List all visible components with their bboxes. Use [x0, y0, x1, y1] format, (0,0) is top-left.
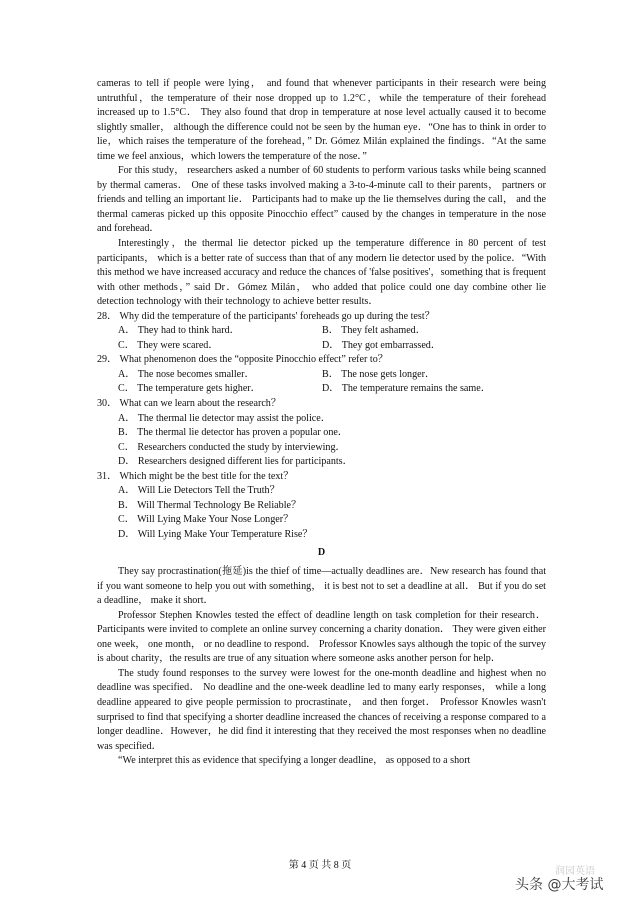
option-b: B． The nose gets longer．	[322, 368, 436, 380]
passage-c-paragraph-3: Interestingly，the thermal lie detector picked up the temperature difference in 80 percent of test participants， which is a better rate of success than that of any modern lie detector used by the police．“With this method we have increased accuracy and reduce the chances of 'false positives'，something that is frequent with other methods，” said Dr．Gómez Milán， who added that police could one day combine other lie detection technology with their technology to achieve better results．	[97, 238, 546, 308]
option-d: D． Researchers designed different lies for participants．	[118, 456, 353, 468]
option-c: C． They were scared．	[118, 339, 219, 351]
option-b: B． They felt ashamed．	[322, 325, 426, 337]
question-stem: 31． Which might be the best title for the text？	[97, 470, 294, 482]
watermark: 头条 @大考试	[515, 877, 604, 893]
question-options	[97, 484, 546, 542]
passage-d-paragraph-2: Professor Stephen Knowles tested the effect of deadline length on task completion for their research． Participants were invited to complete an online survey concerning a charity donation． They were given either one week， one month， or no deadline to respond． Professor Knowles says although the topic of the survey is about charity，the results are true of any situation where someone asks another person for help．	[97, 609, 546, 665]
question-31	[97, 470, 546, 543]
watermark-faint: 润园英语	[555, 866, 595, 877]
question-options	[97, 412, 546, 470]
question-stem: 30． What can we learn about the research？	[97, 398, 281, 410]
passage-c-paragraph-1: cameras to tell if people were lying， and found that whenever participants in their research were being untruthful，the temperature of their nose dropped up to 1.2°C，while the temperature of their forehead increased up to 1.5°C． They also found that drop in temperature at nose level actually caused it to become slightly smaller， although the difference could not be seen by the human eye．“One has to think in order to lie，which raises the temperature of the forehead，” Dr. Gómez Milán explained the findings．“At the same time we feel anxious，which lowers the temperature of the nose．”	[97, 78, 546, 162]
question-30	[97, 397, 546, 470]
question-stem: 29． What phenomenon does the “opposite Pinocchio effect” refer to？	[97, 354, 388, 366]
question-options	[97, 324, 546, 353]
option-d: D． The temperature remains the same．	[322, 383, 491, 395]
option-c: C． Will Lying Make Your Nose Longer？	[118, 514, 294, 526]
option-d: D． Will Lying Make Your Temperature Rise？	[118, 528, 313, 540]
passage-c-paragraph-2: For this study， researchers asked a number of 60 students to perform various tasks while being scanned by thermal cameras． One of these tasks involved making a 3-to-4-minute call to their parents， partners or friends and telling an important lie． Participants had to make up the lie themselves during the call， and the thermal cameras picked up this opposite Pinocchio effect” caused by the changes in temperature in the nose and forehead．	[97, 165, 546, 235]
option-a: A． They had to think hard．	[118, 325, 240, 337]
option-c: C． Researchers conducted the study by interviewing．	[118, 441, 346, 453]
question-29	[97, 353, 546, 397]
passage-d-paragraph-1: They say procrastination(拖延)is the thief of time—actually deadlines are．New research has found that if you want someone to help you out with something， it is best not to set a deadline at all． But if you do set a deadline， make it short．	[97, 566, 546, 607]
option-d: D． They got embarrassed．	[322, 339, 441, 351]
option-a: A． Will Lie Detectors Tell the Truth？	[118, 485, 280, 497]
option-a: A． The nose becomes smaller．	[118, 368, 255, 380]
question-28	[97, 310, 546, 354]
option-b: B． The thermal lie detector has proven a popular one．	[118, 427, 348, 439]
question-options	[97, 368, 546, 397]
passage-d-paragraph-4: “We interpret this as evidence that specifying a longer deadline， as opposed to a short	[118, 755, 471, 767]
page-footer: 第 4 页 共 8 页	[288, 860, 352, 871]
section-heading: D	[317, 546, 326, 558]
option-a: A． The thermal lie detector may assist the police．	[118, 412, 331, 424]
exam-page	[97, 77, 546, 769]
passage-d-paragraph-3: The study found responses to the survey were lowest for the one-month deadline and highest when no deadline was specified． No deadline and the one-week deadline led to many early responses， while a long deadline appeared to give people permission to procrastinate， and then forget． Professor Knowles wasn't surprised to find that specifying a shorter deadline increased the chances of receiving a response compared to a longer deadline．However，he did find it interesting that they received the most responses when no deadline was specified．	[97, 667, 546, 752]
option-b: B． Will Thermal Technology Be Reliable？	[118, 499, 302, 511]
option-c: C． The temperature gets higher．	[118, 383, 261, 395]
question-stem: 28． Why did the temperature of the participants' foreheads go up during the test？	[97, 310, 435, 322]
